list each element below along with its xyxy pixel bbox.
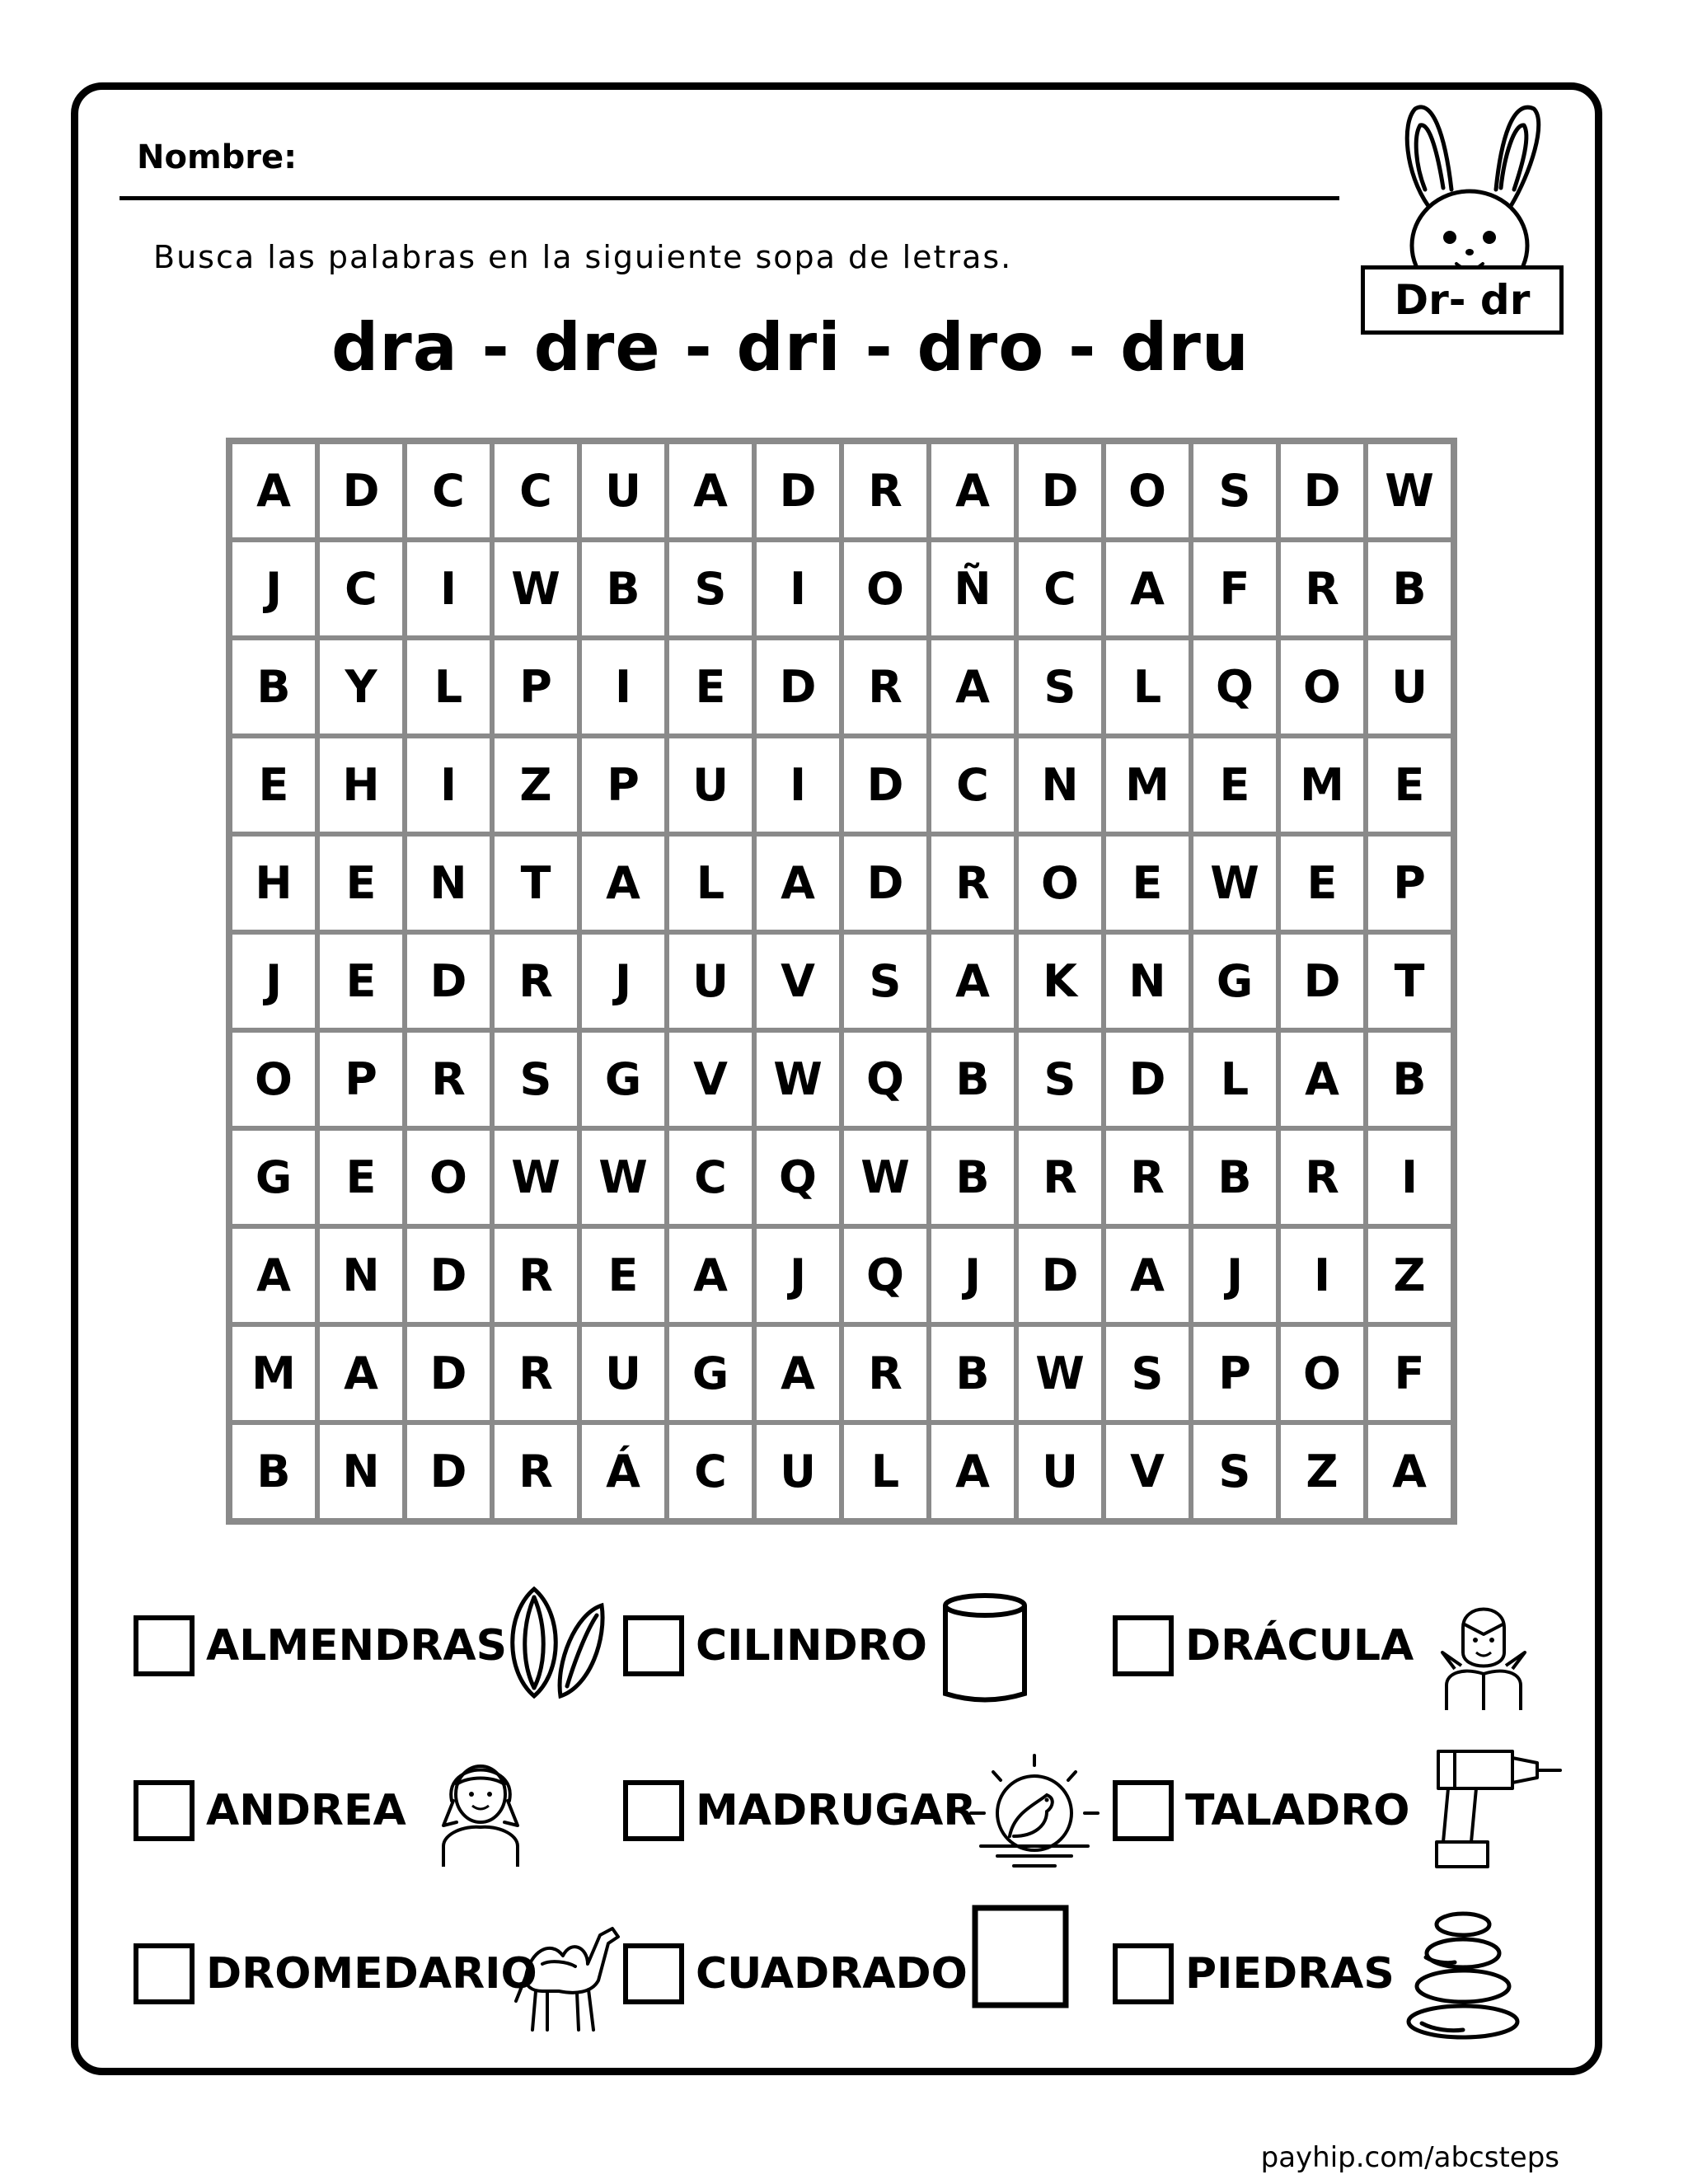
word-item bbox=[134, 1780, 406, 1841]
grid-cell[interactable]: W bbox=[579, 1128, 667, 1226]
grid-cell[interactable]: L bbox=[405, 638, 492, 736]
grid-cell[interactable]: C bbox=[405, 442, 492, 540]
grid-cell[interactable]: J bbox=[230, 932, 317, 1030]
grid-cell[interactable]: U bbox=[579, 1324, 667, 1422]
grid-cell[interactable]: J bbox=[754, 1226, 842, 1324]
grid-cell[interactable]: N bbox=[405, 834, 492, 932]
word-checkbox[interactable] bbox=[1113, 1780, 1174, 1841]
grid-cell[interactable]: W bbox=[1191, 834, 1278, 932]
grid-cell[interactable]: I bbox=[754, 736, 842, 834]
stones-icon bbox=[1401, 1908, 1525, 2040]
grid-cell[interactable]: I bbox=[405, 736, 492, 834]
grid-cell[interactable]: T bbox=[492, 834, 579, 932]
grid-cell[interactable]: B bbox=[929, 1128, 1016, 1226]
grid-cell[interactable]: D bbox=[405, 932, 492, 1030]
grid-cell[interactable]: P bbox=[492, 638, 579, 736]
word-label: CILINDRO bbox=[696, 1621, 927, 1671]
grid-cell[interactable]: R bbox=[1278, 540, 1366, 638]
grid-cell[interactable]: Q bbox=[842, 1226, 929, 1324]
grid-cell[interactable]: B bbox=[1191, 1128, 1278, 1226]
grid-cell[interactable]: G bbox=[230, 1128, 317, 1226]
grid-cell[interactable]: D bbox=[1278, 442, 1366, 540]
word-label: TALADRO bbox=[1185, 1786, 1410, 1835]
grid-cell[interactable]: C bbox=[1016, 540, 1104, 638]
grid-cell[interactable]: P bbox=[1191, 1324, 1278, 1422]
name-input-line[interactable] bbox=[120, 196, 1339, 200]
grid-cell[interactable]: Z bbox=[1366, 1226, 1453, 1324]
word-item bbox=[623, 1780, 976, 1841]
grid-cell[interactable]: W bbox=[1366, 442, 1453, 540]
grid-cell[interactable]: D bbox=[1016, 1226, 1104, 1324]
grid-cell[interactable]: R bbox=[492, 1226, 579, 1324]
grid-cell[interactable]: J bbox=[929, 1226, 1016, 1324]
word-checkbox[interactable] bbox=[1113, 1943, 1174, 2004]
grid-cell[interactable]: A bbox=[929, 932, 1016, 1030]
grid-cell[interactable]: A bbox=[754, 834, 842, 932]
grid-cell[interactable]: R bbox=[492, 1324, 579, 1422]
grid-cell[interactable]: B bbox=[579, 540, 667, 638]
grid-cell[interactable]: R bbox=[842, 442, 929, 540]
word-item bbox=[134, 1615, 507, 1676]
grid-cell[interactable]: A bbox=[667, 442, 754, 540]
grid-cell[interactable]: E bbox=[1191, 736, 1278, 834]
grid-cell[interactable]: S bbox=[1104, 1324, 1191, 1422]
grid-cell[interactable]: D bbox=[1016, 442, 1104, 540]
grid-cell[interactable]: R bbox=[405, 1030, 492, 1128]
grid-cell[interactable]: B bbox=[929, 1324, 1016, 1422]
grid-cell[interactable]: S bbox=[1016, 638, 1104, 736]
word-checkbox[interactable] bbox=[623, 1943, 684, 2004]
grid-cell[interactable]: N bbox=[1016, 736, 1104, 834]
grid-cell[interactable]: O bbox=[1278, 1324, 1366, 1422]
grid-cell[interactable]: D bbox=[1278, 932, 1366, 1030]
grid-cell[interactable]: W bbox=[1016, 1324, 1104, 1422]
grid-cell[interactable]: I bbox=[579, 638, 667, 736]
grid-cell[interactable]: R bbox=[1016, 1128, 1104, 1226]
grid-cell[interactable]: E bbox=[317, 1128, 405, 1226]
grid-cell[interactable]: A bbox=[929, 442, 1016, 540]
grid-cell[interactable]: D bbox=[754, 638, 842, 736]
grid-cell[interactable]: S bbox=[1016, 1030, 1104, 1128]
word-label: PIEDRAS bbox=[1185, 1949, 1395, 1999]
word-label: DRÁCULA bbox=[1185, 1621, 1414, 1671]
grid-cell[interactable]: R bbox=[1104, 1128, 1191, 1226]
sunrise-bird-icon bbox=[964, 1747, 1104, 1871]
square-icon bbox=[971, 1904, 1070, 2011]
grid-cell[interactable]: P bbox=[317, 1030, 405, 1128]
girl-icon bbox=[435, 1743, 526, 1867]
grid-cell[interactable]: M bbox=[1104, 736, 1191, 834]
grid-cell[interactable]: A bbox=[230, 442, 317, 540]
grid-cell[interactable]: Z bbox=[492, 736, 579, 834]
grid-cell[interactable]: J bbox=[1191, 1226, 1278, 1324]
grid-cell[interactable]: A bbox=[1104, 540, 1191, 638]
grid-cell[interactable]: G bbox=[579, 1030, 667, 1128]
syllable-tag: Dr- dr bbox=[1361, 265, 1564, 335]
camel-icon bbox=[509, 1919, 625, 2034]
word-checkbox[interactable] bbox=[134, 1615, 195, 1676]
word-item bbox=[134, 1943, 537, 2004]
grid-cell[interactable]: D bbox=[1104, 1030, 1191, 1128]
grid-cell[interactable]: Q bbox=[1191, 638, 1278, 736]
grid-cell[interactable]: I bbox=[405, 540, 492, 638]
grid-cell[interactable]: A bbox=[579, 834, 667, 932]
grid-cell[interactable]: Y bbox=[317, 638, 405, 736]
grid-cell[interactable]: D bbox=[405, 1422, 492, 1521]
grid-cell[interactable]: L bbox=[1104, 638, 1191, 736]
grid-cell[interactable]: E bbox=[1278, 834, 1366, 932]
grid-cell[interactable]: E bbox=[230, 736, 317, 834]
grid-cell[interactable]: D bbox=[842, 736, 929, 834]
grid-cell[interactable]: R bbox=[492, 1422, 579, 1521]
grid-cell[interactable]: O bbox=[1016, 834, 1104, 932]
word-item bbox=[623, 1615, 927, 1676]
grid-cell[interactable]: U bbox=[754, 1422, 842, 1521]
grid-cell[interactable]: D bbox=[405, 1324, 492, 1422]
instructions: Busca las palabras en la siguiente sopa de letras. bbox=[153, 239, 1013, 275]
grid-cell[interactable]: W bbox=[492, 1128, 579, 1226]
grid-cell[interactable]: Q bbox=[842, 1030, 929, 1128]
grid-cell[interactable]: A bbox=[1278, 1030, 1366, 1128]
syllables-title: dra - dre - dri - dro - dru bbox=[331, 309, 1250, 386]
grid-cell[interactable]: U bbox=[667, 736, 754, 834]
word-item bbox=[1113, 1615, 1414, 1676]
word-checkbox[interactable] bbox=[134, 1943, 195, 2004]
grid-cell[interactable]: A bbox=[929, 638, 1016, 736]
grid-cell[interactable]: A bbox=[230, 1226, 317, 1324]
grid-cell[interactable]: D bbox=[317, 442, 405, 540]
grid-cell[interactable]: G bbox=[1191, 932, 1278, 1030]
grid-cell[interactable]: W bbox=[842, 1128, 929, 1226]
grid-cell[interactable]: O bbox=[1278, 638, 1366, 736]
almond-icon bbox=[501, 1581, 608, 1704]
word-checkbox[interactable] bbox=[623, 1615, 684, 1676]
grid-cell[interactable]: U bbox=[667, 932, 754, 1030]
grid-cell[interactable]: W bbox=[754, 1030, 842, 1128]
grid-cell[interactable]: Á bbox=[579, 1422, 667, 1521]
grid-cell[interactable]: J bbox=[579, 932, 667, 1030]
grid-cell[interactable]: K bbox=[1016, 932, 1104, 1030]
grid-cell[interactable]: E bbox=[579, 1226, 667, 1324]
grid-cell[interactable]: G bbox=[667, 1324, 754, 1422]
word-label: DROMEDARIO bbox=[206, 1949, 537, 1999]
word-item bbox=[1113, 1780, 1409, 1841]
grid-cell[interactable]: C bbox=[667, 1128, 754, 1226]
grid-cell[interactable]: P bbox=[579, 736, 667, 834]
word-checkbox[interactable] bbox=[1113, 1615, 1174, 1676]
grid-cell[interactable]: N bbox=[317, 1226, 405, 1324]
grid-cell[interactable]: A bbox=[1104, 1226, 1191, 1324]
grid-cell[interactable]: S bbox=[492, 1030, 579, 1128]
word-item bbox=[623, 1943, 968, 2004]
grid-cell[interactable]: V bbox=[667, 1030, 754, 1128]
grid-cell[interactable]: R bbox=[842, 638, 929, 736]
grid-cell[interactable]: B bbox=[230, 1422, 317, 1521]
grid-cell[interactable]: O bbox=[842, 540, 929, 638]
grid-cell[interactable]: U bbox=[579, 442, 667, 540]
footer-url: payhip.com/abcsteps bbox=[1260, 2141, 1559, 2174]
grid-cell[interactable]: U bbox=[1366, 638, 1453, 736]
cylinder-icon bbox=[940, 1591, 1030, 1710]
grid-cell[interactable]: E bbox=[1366, 736, 1453, 834]
grid-cell[interactable]: H bbox=[317, 736, 405, 834]
grid-cell[interactable]: A bbox=[754, 1324, 842, 1422]
grid-cell[interactable]: B bbox=[230, 638, 317, 736]
grid-cell[interactable]: B bbox=[1366, 1030, 1453, 1128]
grid-cell[interactable]: T bbox=[1366, 932, 1453, 1030]
grid-cell[interactable]: I bbox=[754, 540, 842, 638]
grid-cell[interactable]: V bbox=[1104, 1422, 1191, 1521]
grid-cell[interactable]: M bbox=[1278, 736, 1366, 834]
grid-cell[interactable]: N bbox=[317, 1422, 405, 1521]
grid-cell[interactable]: A bbox=[317, 1324, 405, 1422]
grid-cell[interactable]: L bbox=[842, 1422, 929, 1521]
grid-cell[interactable]: O bbox=[405, 1128, 492, 1226]
grid-cell[interactable]: B bbox=[929, 1030, 1016, 1128]
word-item bbox=[1113, 1943, 1395, 2004]
grid-cell[interactable]: Ñ bbox=[929, 540, 1016, 638]
grid-cell[interactable]: Q bbox=[754, 1128, 842, 1226]
grid-cell[interactable]: C bbox=[929, 736, 1016, 834]
word-checkbox[interactable] bbox=[623, 1780, 684, 1841]
grid-cell[interactable]: S bbox=[1191, 1422, 1278, 1521]
grid-cell[interactable]: R bbox=[1278, 1128, 1366, 1226]
grid-cell[interactable]: H bbox=[230, 834, 317, 932]
word-label: ANDREA bbox=[206, 1786, 406, 1835]
grid-cell[interactable]: E bbox=[317, 932, 405, 1030]
grid-cell[interactable]: E bbox=[317, 834, 405, 932]
grid-cell[interactable]: D bbox=[405, 1226, 492, 1324]
grid-cell[interactable]: Z bbox=[1278, 1422, 1366, 1521]
grid-cell[interactable]: S bbox=[667, 540, 754, 638]
word-label: CUADRADO bbox=[696, 1949, 968, 1999]
grid-cell[interactable]: D bbox=[842, 834, 929, 932]
grid-cell[interactable]: V bbox=[754, 932, 842, 1030]
dracula-icon bbox=[1438, 1595, 1529, 1710]
grid-cell[interactable]: C bbox=[667, 1422, 754, 1521]
name-label: Nombre: bbox=[137, 138, 298, 176]
grid-cell[interactable]: F bbox=[1366, 1324, 1453, 1422]
grid-cell[interactable]: O bbox=[230, 1030, 317, 1128]
grid-cell[interactable]: U bbox=[1016, 1422, 1104, 1521]
word-label: ALMENDRAS bbox=[206, 1621, 508, 1671]
grid-cell[interactable]: I bbox=[1278, 1226, 1366, 1324]
grid-cell[interactable]: M bbox=[230, 1324, 317, 1422]
word-label: MADRUGAR bbox=[696, 1786, 977, 1835]
grid-cell[interactable]: O bbox=[1104, 442, 1191, 540]
grid-cell[interactable]: R bbox=[842, 1324, 929, 1422]
grid-cell[interactable]: R bbox=[492, 932, 579, 1030]
grid-cell[interactable]: I bbox=[1366, 1128, 1453, 1226]
grid-cell[interactable]: A bbox=[1366, 1422, 1453, 1521]
grid-cell[interactable]: J bbox=[230, 540, 317, 638]
grid-cell[interactable]: S bbox=[1191, 442, 1278, 540]
grid-cell[interactable]: P bbox=[1366, 834, 1453, 932]
grid-cell[interactable]: A bbox=[667, 1226, 754, 1324]
grid-cell[interactable]: D bbox=[754, 442, 842, 540]
grid-cell[interactable]: A bbox=[929, 1422, 1016, 1521]
grid-cell[interactable]: L bbox=[1191, 1030, 1278, 1128]
grid-cell[interactable]: F bbox=[1191, 540, 1278, 638]
drill-icon bbox=[1430, 1743, 1562, 1879]
grid-cell[interactable]: W bbox=[492, 540, 579, 638]
grid-cell[interactable]: L bbox=[667, 834, 754, 932]
word-search-grid bbox=[226, 438, 1457, 1525]
grid-cell[interactable]: C bbox=[492, 442, 579, 540]
grid-cell[interactable]: N bbox=[1104, 932, 1191, 1030]
grid-cell[interactable]: C bbox=[317, 540, 405, 638]
grid-cell[interactable]: B bbox=[1366, 540, 1453, 638]
grid-cell[interactable]: E bbox=[1104, 834, 1191, 932]
grid-cell[interactable]: S bbox=[842, 932, 929, 1030]
grid-cell[interactable]: R bbox=[929, 834, 1016, 932]
word-checkbox[interactable] bbox=[134, 1780, 195, 1841]
grid-cell[interactable]: E bbox=[667, 638, 754, 736]
